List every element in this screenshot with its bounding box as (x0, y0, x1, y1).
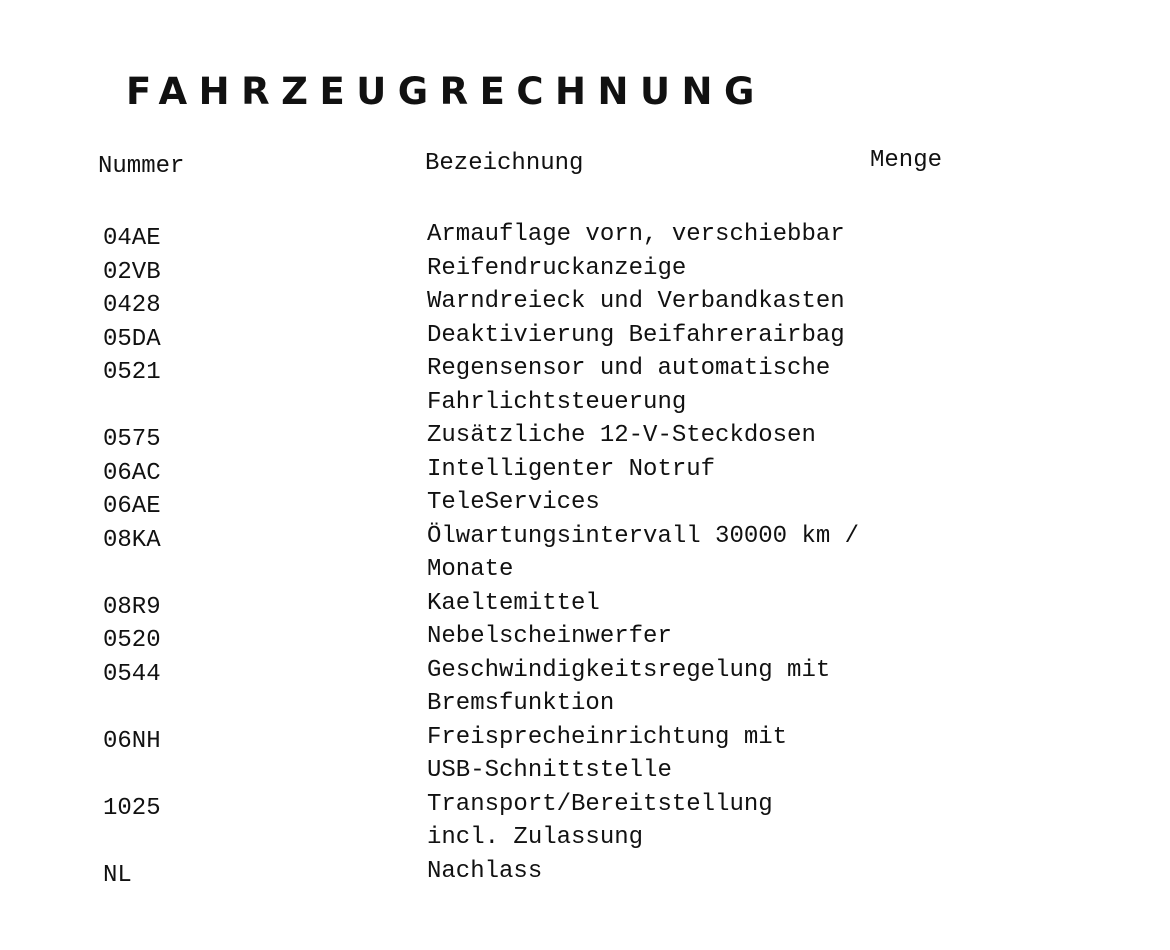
item-description (427, 721, 1170, 788)
item-number: 05DA (103, 325, 161, 353)
item-description-line: Bremsfunktion (427, 690, 615, 717)
item-description-line: Monate (427, 556, 514, 583)
item-number: 06NH (103, 727, 161, 755)
item-description-line: TeleServices (427, 489, 600, 516)
item-row (0, 453, 1170, 487)
item-description-line: Freisprecheinrichtung mit (427, 723, 788, 751)
item-description-line: Nebelscheinwerfer (427, 623, 672, 650)
item-number: 08KA (103, 526, 161, 554)
item-description (427, 319, 1170, 353)
item-description-line: Zusätzliche 12-V-Steckdosen (427, 422, 816, 449)
item-description-line: Fahrlichtsteuerung (427, 388, 687, 416)
item-number: 0521 (103, 359, 161, 386)
item-list (0, 218, 1170, 888)
item-number: 06AC (103, 459, 161, 487)
item-row (0, 788, 1170, 855)
item-description-line: Reifendruckanzeige (427, 254, 687, 282)
item-description (427, 352, 1170, 419)
item-row (0, 319, 1170, 353)
item-description-line: Armauflage vorn, verschiebbar (427, 221, 845, 248)
item-description (427, 587, 1170, 621)
item-row (0, 620, 1170, 654)
item-row (0, 520, 1170, 587)
item-row (0, 654, 1170, 721)
column-header-number: Nummer (98, 153, 185, 180)
item-row (0, 285, 1170, 319)
item-description (427, 520, 1170, 587)
item-description-line: USB-Schnittstelle (427, 757, 672, 784)
item-description (427, 486, 1170, 520)
item-row (0, 587, 1170, 621)
item-number: 0544 (103, 660, 161, 688)
item-number: 0520 (103, 627, 161, 654)
item-number: NL (103, 861, 132, 889)
document-title: FAHRZEUGRECHNUNG (126, 70, 766, 113)
item-description-line: Deaktivierung Beifahrerairbag (427, 321, 845, 349)
item-description-line: Intelligenter Notruf (427, 455, 716, 483)
item-description (427, 620, 1170, 654)
item-description-line: Transport/Bereitstellung (427, 790, 773, 818)
item-description (427, 419, 1170, 453)
item-description-line: Ölwartungsintervall 30000 km / (427, 522, 860, 550)
item-description-line: Geschwindigkeitsregelung mit (427, 656, 831, 684)
column-header-quantity: Menge (870, 147, 943, 174)
item-description-line: Warndreieck und Verbandkasten (427, 288, 845, 315)
item-number: 08R9 (103, 593, 161, 621)
item-number: 1025 (103, 794, 161, 822)
item-description (427, 218, 1170, 252)
item-description-line: Regensensor und automatische (427, 355, 831, 382)
item-number: 06AE (103, 493, 161, 520)
item-row (0, 252, 1170, 286)
item-row (0, 721, 1170, 788)
item-description (427, 285, 1170, 319)
column-header-description: Bezeichnung (425, 150, 584, 177)
item-description (427, 654, 1170, 721)
item-row (0, 218, 1170, 252)
item-description-line: incl. Zulassung (427, 824, 644, 851)
item-description (427, 252, 1170, 286)
item-number: 02VB (103, 258, 161, 286)
item-row (0, 855, 1170, 889)
item-number: 04AE (103, 225, 161, 252)
item-description-line: Kaeltemittel (427, 589, 600, 617)
item-row (0, 419, 1170, 453)
item-description (427, 788, 1170, 855)
item-row (0, 352, 1170, 419)
item-description (427, 855, 1170, 889)
item-number: 0428 (103, 292, 161, 319)
item-number: 0575 (103, 426, 161, 453)
item-description (427, 453, 1170, 487)
item-description-line: Nachlass (427, 857, 543, 885)
item-row (0, 486, 1170, 520)
